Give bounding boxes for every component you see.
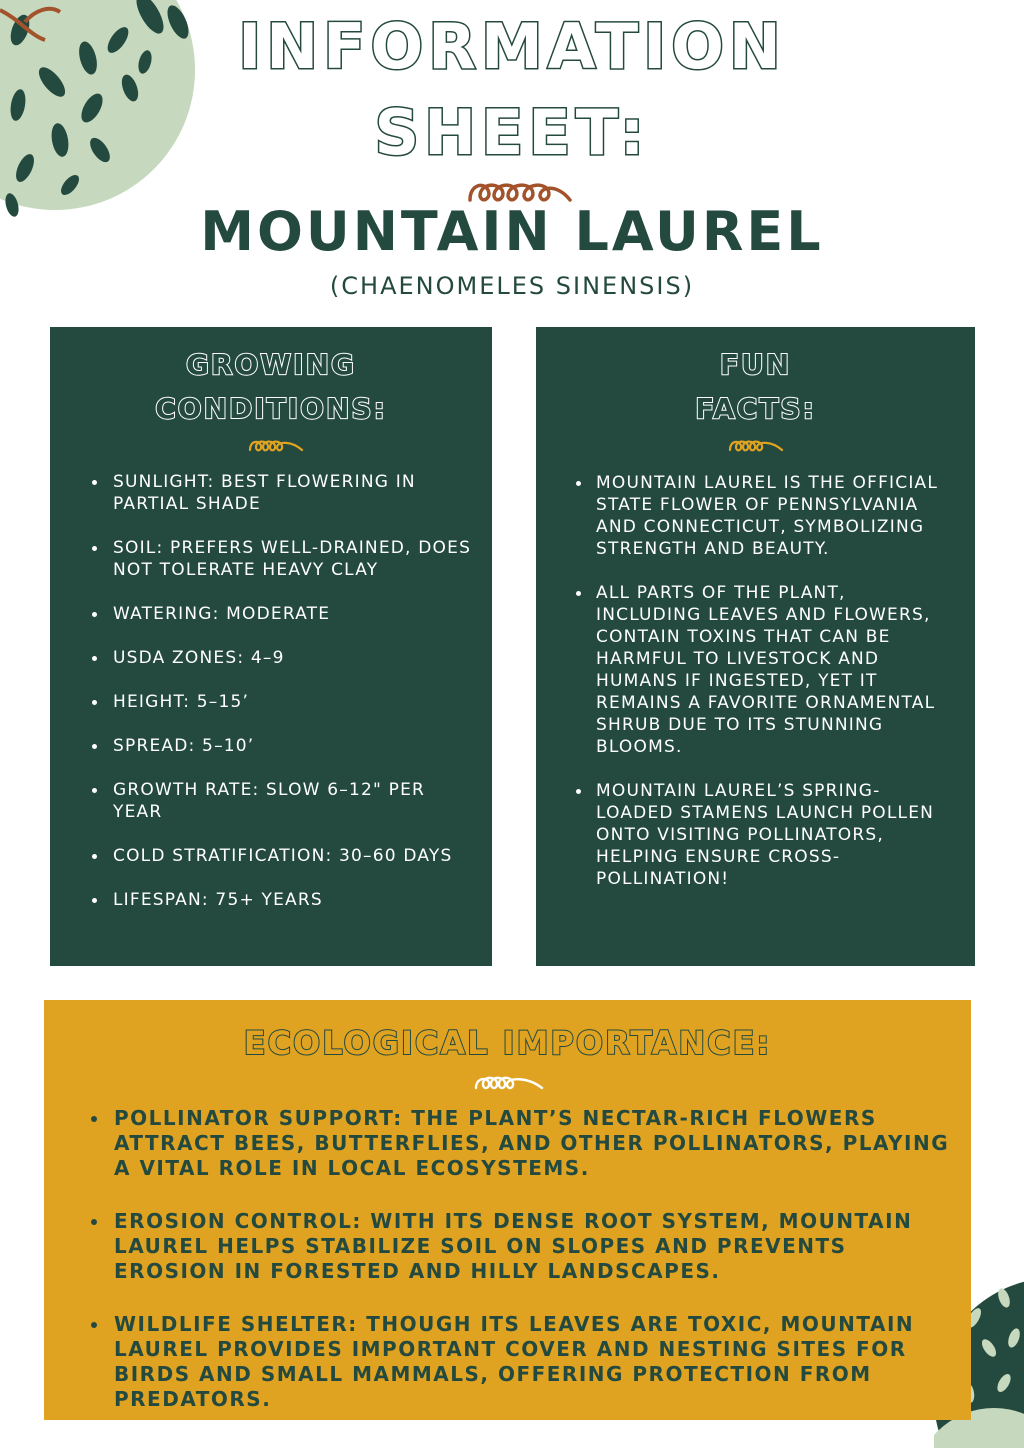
list-item: HEIGHT: 5–15’ <box>50 691 492 713</box>
list-item: MOUNTAIN LAUREL IS THE OFFICIAL STATE FLOWER OF PENNSYLVANIA AND CONNECTICUT, SYMBOLIZING STRENGTH AND BEAUTY. <box>536 472 975 560</box>
list-item: POLLINATOR SUPPORT: THE PLANT’S NECTAR-RICH FLOWERS ATTRACT BEES, BUTTERFLIES, AND OTHER POLLINATORS, PLAYING A VITAL ROLE IN LOCAL ECOSYSTEMS. <box>44 1106 971 1181</box>
list-item: SUNLIGHT: BEST FLOWERING IN PARTIAL SHADE <box>50 471 492 515</box>
list-item: GROWTH RATE: SLOW 6–12" PER YEAR <box>50 779 492 823</box>
ecological-importance-heading: ECOLOGICAL IMPORTANCE: <box>243 1024 772 1062</box>
list-item: SOIL: PREFERS WELL-DRAINED, DOES NOT TOLERATE HEAVY CLAY <box>50 537 492 581</box>
list-item: LIFESPAN: 75+ YEARS <box>50 889 492 911</box>
list-item: MOUNTAIN LAUREL’S SPRING-LOADED STAMENS LAUNCH POLLEN ONTO VISITING POLLINATORS, HELPING ENSURE CROSS-POLLINATION! <box>536 780 975 890</box>
list-item: WATERING: MODERATE <box>50 603 492 625</box>
ecological-importance-list <box>44 1106 971 1440</box>
list-item: SPREAD: 5–10’ <box>50 735 492 757</box>
ecological-importance-card <box>44 1000 971 1420</box>
scientific-name: (CHAENOMELES SINENSIS) <box>329 272 695 300</box>
growing-conditions-card <box>50 327 492 966</box>
list-item: WILDLIFE SHELTER: THOUGH ITS LEAVES ARE TOXIC, MOUNTAIN LAUREL PROVIDES IMPORTANT COVER AND NESTING SITES FOR BIRDS AND SMALL MAMMALS, OFFERING PROTECTION FROM PREDATORS. <box>44 1312 971 1412</box>
squiggle-divider-icon <box>728 437 784 453</box>
heading-line-2: CONDITIONS: <box>155 392 387 425</box>
list-item: EROSION CONTROL: WITH ITS DENSE ROOT SYSTEM, MOUNTAIN LAUREL HELPS STABILIZE SOIL ON SLOPES AND PREVENTS EROSION IN FORESTED AND HILLY LANDSCAPES. <box>44 1209 971 1284</box>
fun-facts-heading <box>536 327 975 431</box>
list-item: USDA ZONES: 4–9 <box>50 647 492 669</box>
title-line-1: INFORMATION <box>238 10 786 83</box>
heading-line-1: GROWING <box>185 348 357 381</box>
heading-line-1: FUN <box>719 348 792 381</box>
title-line-2: SHEET: <box>374 96 650 169</box>
squiggle-divider-icon <box>474 1073 544 1091</box>
plant-name: MOUNTAIN LAUREL <box>200 200 824 263</box>
list-item: COLD STRATIFICATION: 30–60 DAYS <box>50 845 492 867</box>
list-item: ALL PARTS OF THE PLANT, INCLUDING LEAVES AND FLOWERS, CONTAIN TOXINS THAT CAN BE HARMFUL TO LIVESTOCK AND HUMANS IF INGESTED, YET IT REMAINS A FAVORITE ORNAMENTAL SHRUB DUE TO ITS STUNNING BLOOMS. <box>536 582 975 758</box>
fun-facts-list <box>536 472 975 912</box>
growing-conditions-list <box>50 471 492 933</box>
squiggle-divider-icon <box>248 437 304 453</box>
growing-conditions-heading <box>50 327 492 431</box>
heading-line-2: FACTS: <box>695 392 816 425</box>
fun-facts-card <box>536 327 975 966</box>
